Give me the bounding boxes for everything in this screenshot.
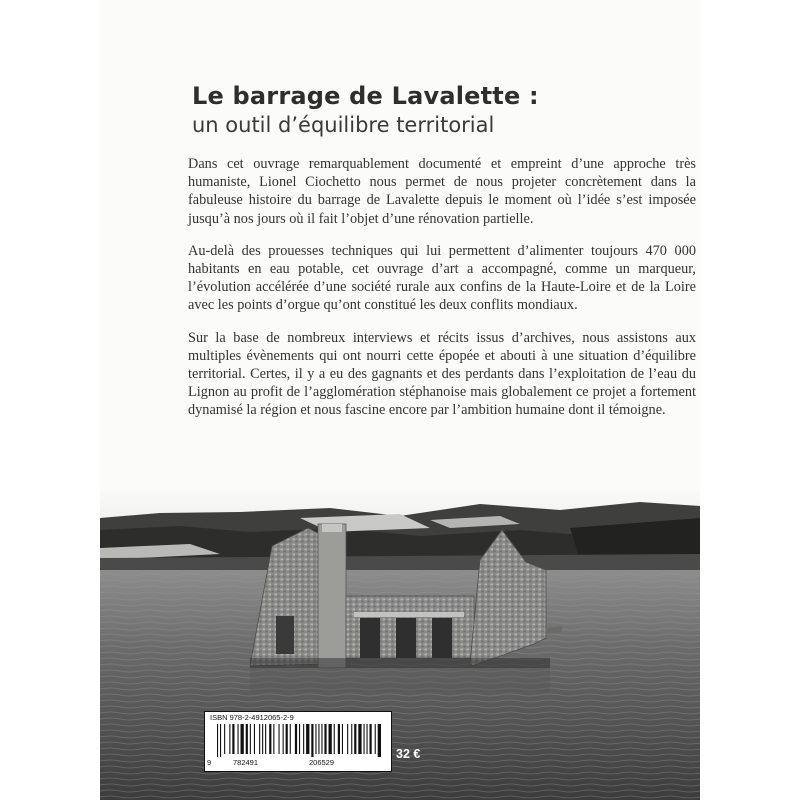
title-line-1: Le barrage de Lavalette : [192,82,539,110]
title-line-2: un outil d’équilibre territorial [192,113,495,137]
isbn-barcode [204,711,392,772]
book-back-cover [100,0,700,800]
blurb-text [188,155,696,434]
blurb-paragraph-2: Au-delà des prouesses techniques qui lui permettent d’alimenter toujours 470 000 habitants en eau potable, cet ouvrage d’art a accompagné, comme un marqueur, l’évolution accélérée d’une société rurale aux confins de la Haute-Loire et de la Loire avec les points d’orgue qu’ont constitué les deux conflits mondiaux. [188,242,696,314]
barcode-lead-digit: 9 [207,758,212,767]
blurb-paragraph-1: Dans cet ouvrage remarquablement documenté et empreint d’une approche très humaniste, Lionel Ciochetto nous permet de nous projeter concrètement dans la fabuleuse histoire du barrage de Lavalette depuis le moment où l’idée s’est imposée jusqu’à nos jours où il fait l’objet d’une rénovation partielle. [188,156,696,227]
barcode-bars [215,724,385,757]
barcode-right-digits: 206529 [309,758,335,767]
blurb-paragraph-3: Sur la base de nombreux interviews et récits issus d’archives, nous assistons aux multiples évènements qui ont nourri cette épopée et abouti à une situation d’équilibre territorial. Certes, il y a eu des gagnants et des perdants dans l’exploitation de l’eau du Lignon au profit de l’agglomération stéphanoise mais globalement ce projet a fortement dynamisé la région et nous fascine encore par l’ambition humaine dont il témoigne. [188,329,696,419]
barcode-left-digits: 782491 [233,758,259,767]
price-label: 32 € [396,747,421,761]
isbn-number: ISBN 978-2-4912065-2-9 [210,713,294,722]
